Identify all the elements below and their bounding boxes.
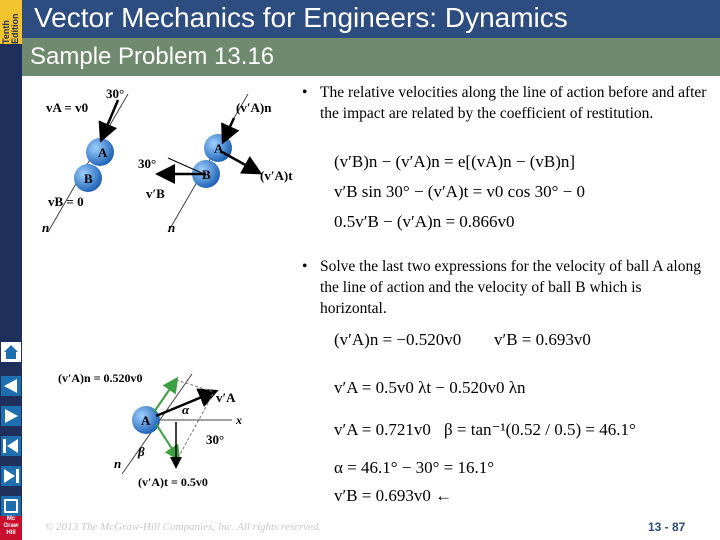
bullet-2-text: Solve the last two expressions for the velocity of ball A along the line of action and the velocity of ball B which is horizontal.	[320, 258, 701, 317]
vb-prime-label: v′B	[146, 186, 165, 201]
edition-label: Tenth Edition	[1, 13, 20, 44]
header-bar	[22, 0, 720, 38]
exit-button[interactable]	[1, 496, 21, 516]
ball-b-label-left: B	[84, 171, 93, 186]
home-icon	[1, 342, 21, 362]
vat-component-arrow	[156, 424, 178, 458]
velocity-va-n-arrow	[224, 118, 234, 140]
skip-forward-icon	[1, 466, 21, 486]
angle-label-top: 30°	[106, 86, 125, 101]
ball-a-label-right: A	[214, 141, 224, 156]
ball-a-label-left: A	[98, 145, 108, 160]
x-axis-label: x	[236, 413, 242, 427]
triangle-right-icon	[1, 406, 21, 426]
collision-figure	[38, 82, 298, 238]
home-button[interactable]	[1, 342, 21, 362]
angle-label-mid: 30°	[138, 156, 157, 171]
book-title: Vector Mechanics for Engineers: Dynamics	[34, 2, 568, 33]
equation-beta: β = tan⁻¹(0.52 / 0.5) = 46.1°	[444, 420, 636, 439]
page-title: Sample Problem 13.16	[30, 43, 275, 70]
angle-30-label: 30°	[206, 432, 225, 447]
n-axis-label-left: n	[42, 220, 50, 235]
page-number: 13 - 87	[648, 520, 686, 534]
van-value-label: (v′A)n = 0.520v0	[58, 371, 143, 385]
skip-back-icon	[1, 436, 21, 456]
va-label: vA = v0	[46, 100, 89, 115]
next-button[interactable]	[1, 406, 21, 426]
publisher-logo-text: Mc Graw Hill	[3, 516, 19, 536]
velocity-va-arrow	[102, 100, 118, 138]
copyright-notice: © 2013 The McGraw-Hill Companies, Inc. All rights reserved.	[45, 521, 322, 533]
equation-tangential: v′B sin 30° − (v′A)t = v0 cos 30° − 0	[334, 182, 585, 201]
equation-vb-result: v′B = 0.693v0	[494, 330, 591, 349]
equation-van-result: (v′A)n = −0.520v0	[334, 330, 462, 349]
sidebar	[0, 0, 22, 540]
equation-alpha: α = 46.1° − 30° = 16.1°	[334, 458, 495, 477]
last-button[interactable]	[1, 466, 21, 486]
previous-button[interactable]	[1, 376, 21, 396]
velocity-components-figure	[52, 362, 262, 496]
vat-value-label: (v′A)t = 0.5v0	[138, 475, 208, 489]
bullet-2	[302, 256, 712, 322]
equation-va-vector: v′A = 0.5v0 λt − 0.520v0 λn	[334, 378, 526, 397]
bullet-1-text: The relative velocities along the line of action before and after the impact are related by the coefficient of restitution.	[320, 84, 707, 122]
exit-icon	[1, 496, 21, 516]
equation-va-magnitude: v′A = 0.721v0	[334, 420, 431, 439]
publisher-logo	[0, 516, 22, 540]
n-axis-label: n	[114, 456, 122, 471]
ball-b-label-right: B	[202, 167, 211, 182]
bullet-dot: •	[302, 258, 308, 275]
vb-label: vB = 0	[48, 194, 84, 209]
subheader-bar	[22, 38, 720, 76]
van-component-arrow	[154, 380, 176, 412]
equation-restitution: (v′B)n − (v′A)n = e[(vA)n − (vB)n]	[334, 152, 576, 171]
edition-badge	[0, 0, 22, 44]
bullet-1	[302, 82, 712, 148]
va-label: v′A	[216, 390, 236, 405]
equation-vb-final: v′B = 0.693v0 ←	[334, 486, 453, 505]
equation-reduced: 0.5v′B − (v′A)n = 0.866v0	[334, 212, 515, 231]
beta-label: β	[138, 444, 145, 459]
alpha-label: α	[182, 402, 190, 417]
n-axis-label-right: n	[168, 220, 176, 235]
dashed-line-top	[176, 380, 214, 392]
bullet-dot: •	[302, 84, 308, 101]
triangle-left-icon	[1, 376, 21, 396]
vat-label: (v′A)t	[260, 168, 293, 183]
van-label: (v′A)n	[236, 100, 272, 115]
first-button[interactable]	[1, 436, 21, 456]
ball-a-label: A	[141, 413, 151, 428]
velocity-va-t-arrow	[222, 152, 258, 172]
